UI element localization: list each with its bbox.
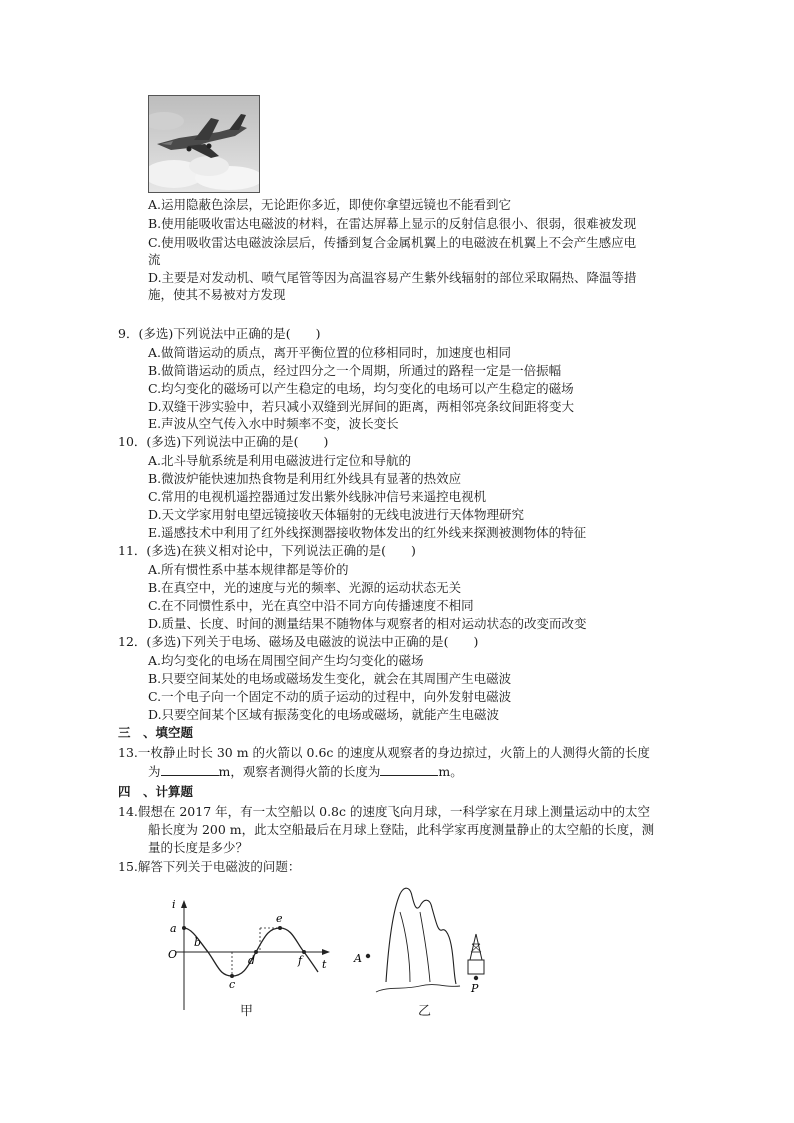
q10-option-b: B.微波炉能快速加热食物是利用红外线具有显著的热效应 <box>148 471 462 486</box>
q8-option-d: D.主要是对发动机、喷气尾管等因为高温容易产生紫外线辐射的部位采取隔热、降温等措 <box>148 270 637 285</box>
point-f-dot <box>302 950 306 954</box>
q10-stem: 10．(多选)下列说法中正确的是( ) <box>118 434 329 449</box>
q15-figures <box>148 872 512 1032</box>
q14-line-1: 14.假想在 2017 年，有一太空船以 0.8c 的速度飞向月球，一科学家在月球上测量运动中的太空 <box>118 804 650 819</box>
q9-option-c: C.均匀变化的磁场可以产生稳定的电场，均匀变化的电场可以产生稳定的磁场 <box>148 381 574 396</box>
point-p-icon <box>474 976 478 980</box>
q13-text-c: m。 <box>438 764 463 779</box>
q8-option-c-cont: 流 <box>148 252 161 267</box>
label-d: d <box>248 954 256 967</box>
label-b: b <box>194 936 202 949</box>
q10-option-d: D.天文学家用射电望远镜接收天体辐射的无线电波进行天体物理研究 <box>148 507 525 522</box>
q15-stem: 15.解答下列关于电磁波的问题： <box>118 859 301 874</box>
q12-option-d: D.只要空间某个区域有振荡变化的电场或磁场，就能产生电磁波 <box>148 707 500 722</box>
figure-jia-caption: 甲 <box>240 1004 254 1019</box>
q9-option-e: E.声波从空气传入水中时频率不变，波长变长 <box>148 416 399 431</box>
q8-option-d-cont: 施，使其不易被对方发现 <box>148 287 286 302</box>
section-fill-in-heading: 三 、填空题 <box>118 725 194 740</box>
q11-option-d: D.质量、长度、时间的测量结果不随物体与观察者的相对运动状态的改变而改变 <box>148 616 587 631</box>
label-point-a: A <box>354 952 362 965</box>
origin-label: O <box>168 948 178 961</box>
q11-stem: 11．(多选)在狭义相对论中，下列说法正确的是( ) <box>118 543 416 558</box>
axis-label-i: i <box>172 898 176 911</box>
mountain-outline <box>386 888 456 984</box>
label-f: f <box>298 954 303 967</box>
label-a: a <box>170 922 177 935</box>
point-a-icon <box>366 954 370 958</box>
figure-jia-graph <box>148 872 512 1032</box>
q12-stem: 12．(多选)下列关于电场、磁场及电磁波的说法中正确的是( ) <box>118 634 479 649</box>
mountain-ridge-2 <box>420 912 430 982</box>
point-a-dot <box>182 926 186 930</box>
q10-option-e: E.遥感技术中利用了红外线探测器接收物体发出的红外线来探测被测物体的特征 <box>148 525 587 540</box>
mountain-ridge-1 <box>400 912 410 982</box>
q13-line-2 <box>148 764 463 780</box>
axis-label-t: t <box>322 958 327 971</box>
q8-option-b: B.使用能吸收雷达电磁波的材料，在雷达屏幕上显示的反射信息很小、很弱，很难被发现 <box>148 216 637 231</box>
label-point-p: P <box>471 982 479 995</box>
y-axis-arrow-icon <box>181 900 187 908</box>
q10-option-c: C.常用的电视机遥控器通过发出紫外线脉冲信号来遥控电视机 <box>148 489 487 504</box>
q11-option-b: B.在真空中，光的速度与光的频率、光源的运动状态无关 <box>148 580 462 595</box>
q9-option-b: B.做简谐运动的质点，经过四分之一个周期，所通过的路程一定是一倍振幅 <box>148 363 562 378</box>
q14-line-2: 船长度为 200 m，此太空船最后在月球上登陆，此科学家再度测量静止的太空船的长度，测 <box>148 822 655 837</box>
q13-text-a: 为 <box>148 764 161 779</box>
q8-option-c: C.使用吸收雷达电磁波涂层后，传播到复合金属机翼上的电磁波在机翼上不会产生感应电 <box>148 235 637 250</box>
q13-line-1: 13.一枚静止时长 30 m 的火箭以 0.6c 的速度从观察者的身边掠过，火箭上的人测得火箭的长度 <box>118 745 650 760</box>
section-calculation-heading: 四 、计算题 <box>118 784 194 799</box>
q12-option-b: B.只要空间某处的电场或磁场发生变化，就会在其周围产生电磁波 <box>148 671 512 686</box>
q13-text-b: m，观察者测得火箭的长度为 <box>218 764 381 779</box>
label-e: e <box>276 912 283 925</box>
label-c: c <box>229 978 236 991</box>
q13-blank-2[interactable] <box>380 764 438 776</box>
fighter-jet-photo <box>148 95 260 193</box>
radio-tower-icon <box>468 934 484 974</box>
q14-line-3: 量的长度是多少？ <box>148 840 249 855</box>
q10-option-a: A.北斗导航系统是利用电磁波进行定位和导航的 <box>148 453 412 468</box>
q11-option-a: A.所有惯性系中基本规律都是等价的 <box>148 562 349 577</box>
q12-option-a: A.均匀变化的电场在周围空间产生均匀变化的磁场 <box>148 653 424 668</box>
fighter-jet-icon <box>149 96 259 192</box>
ground-line <box>376 985 460 992</box>
x-axis-arrow-icon <box>322 949 330 955</box>
point-e-dot <box>278 926 282 930</box>
q9-stem: 9．(多选)下列说法中正确的是( ) <box>118 326 321 341</box>
figure-yi-caption: 乙 <box>418 1004 432 1019</box>
q9-option-d: D.双缝干涉实验中，若只减小双缝到光屏间的距离，两相邻亮条纹间距将变大 <box>148 399 575 414</box>
q13-blank-1[interactable] <box>161 764 219 776</box>
q8-option-a: A.运用隐蔽色涂层，无论距你多近，即使你拿望远镜也不能看到它 <box>148 197 512 212</box>
q11-option-c: C.在不同惯性系中，光在真空中沿不同方向传播速度不相同 <box>148 598 474 613</box>
q9-option-a: A.做简谐运动的质点，离开平衡位置的位移相同时，加速度也相同 <box>148 345 512 360</box>
q12-option-c: C.一个电子向一个固定不动的质子运动的过程中，向外发射电磁波 <box>148 689 512 704</box>
